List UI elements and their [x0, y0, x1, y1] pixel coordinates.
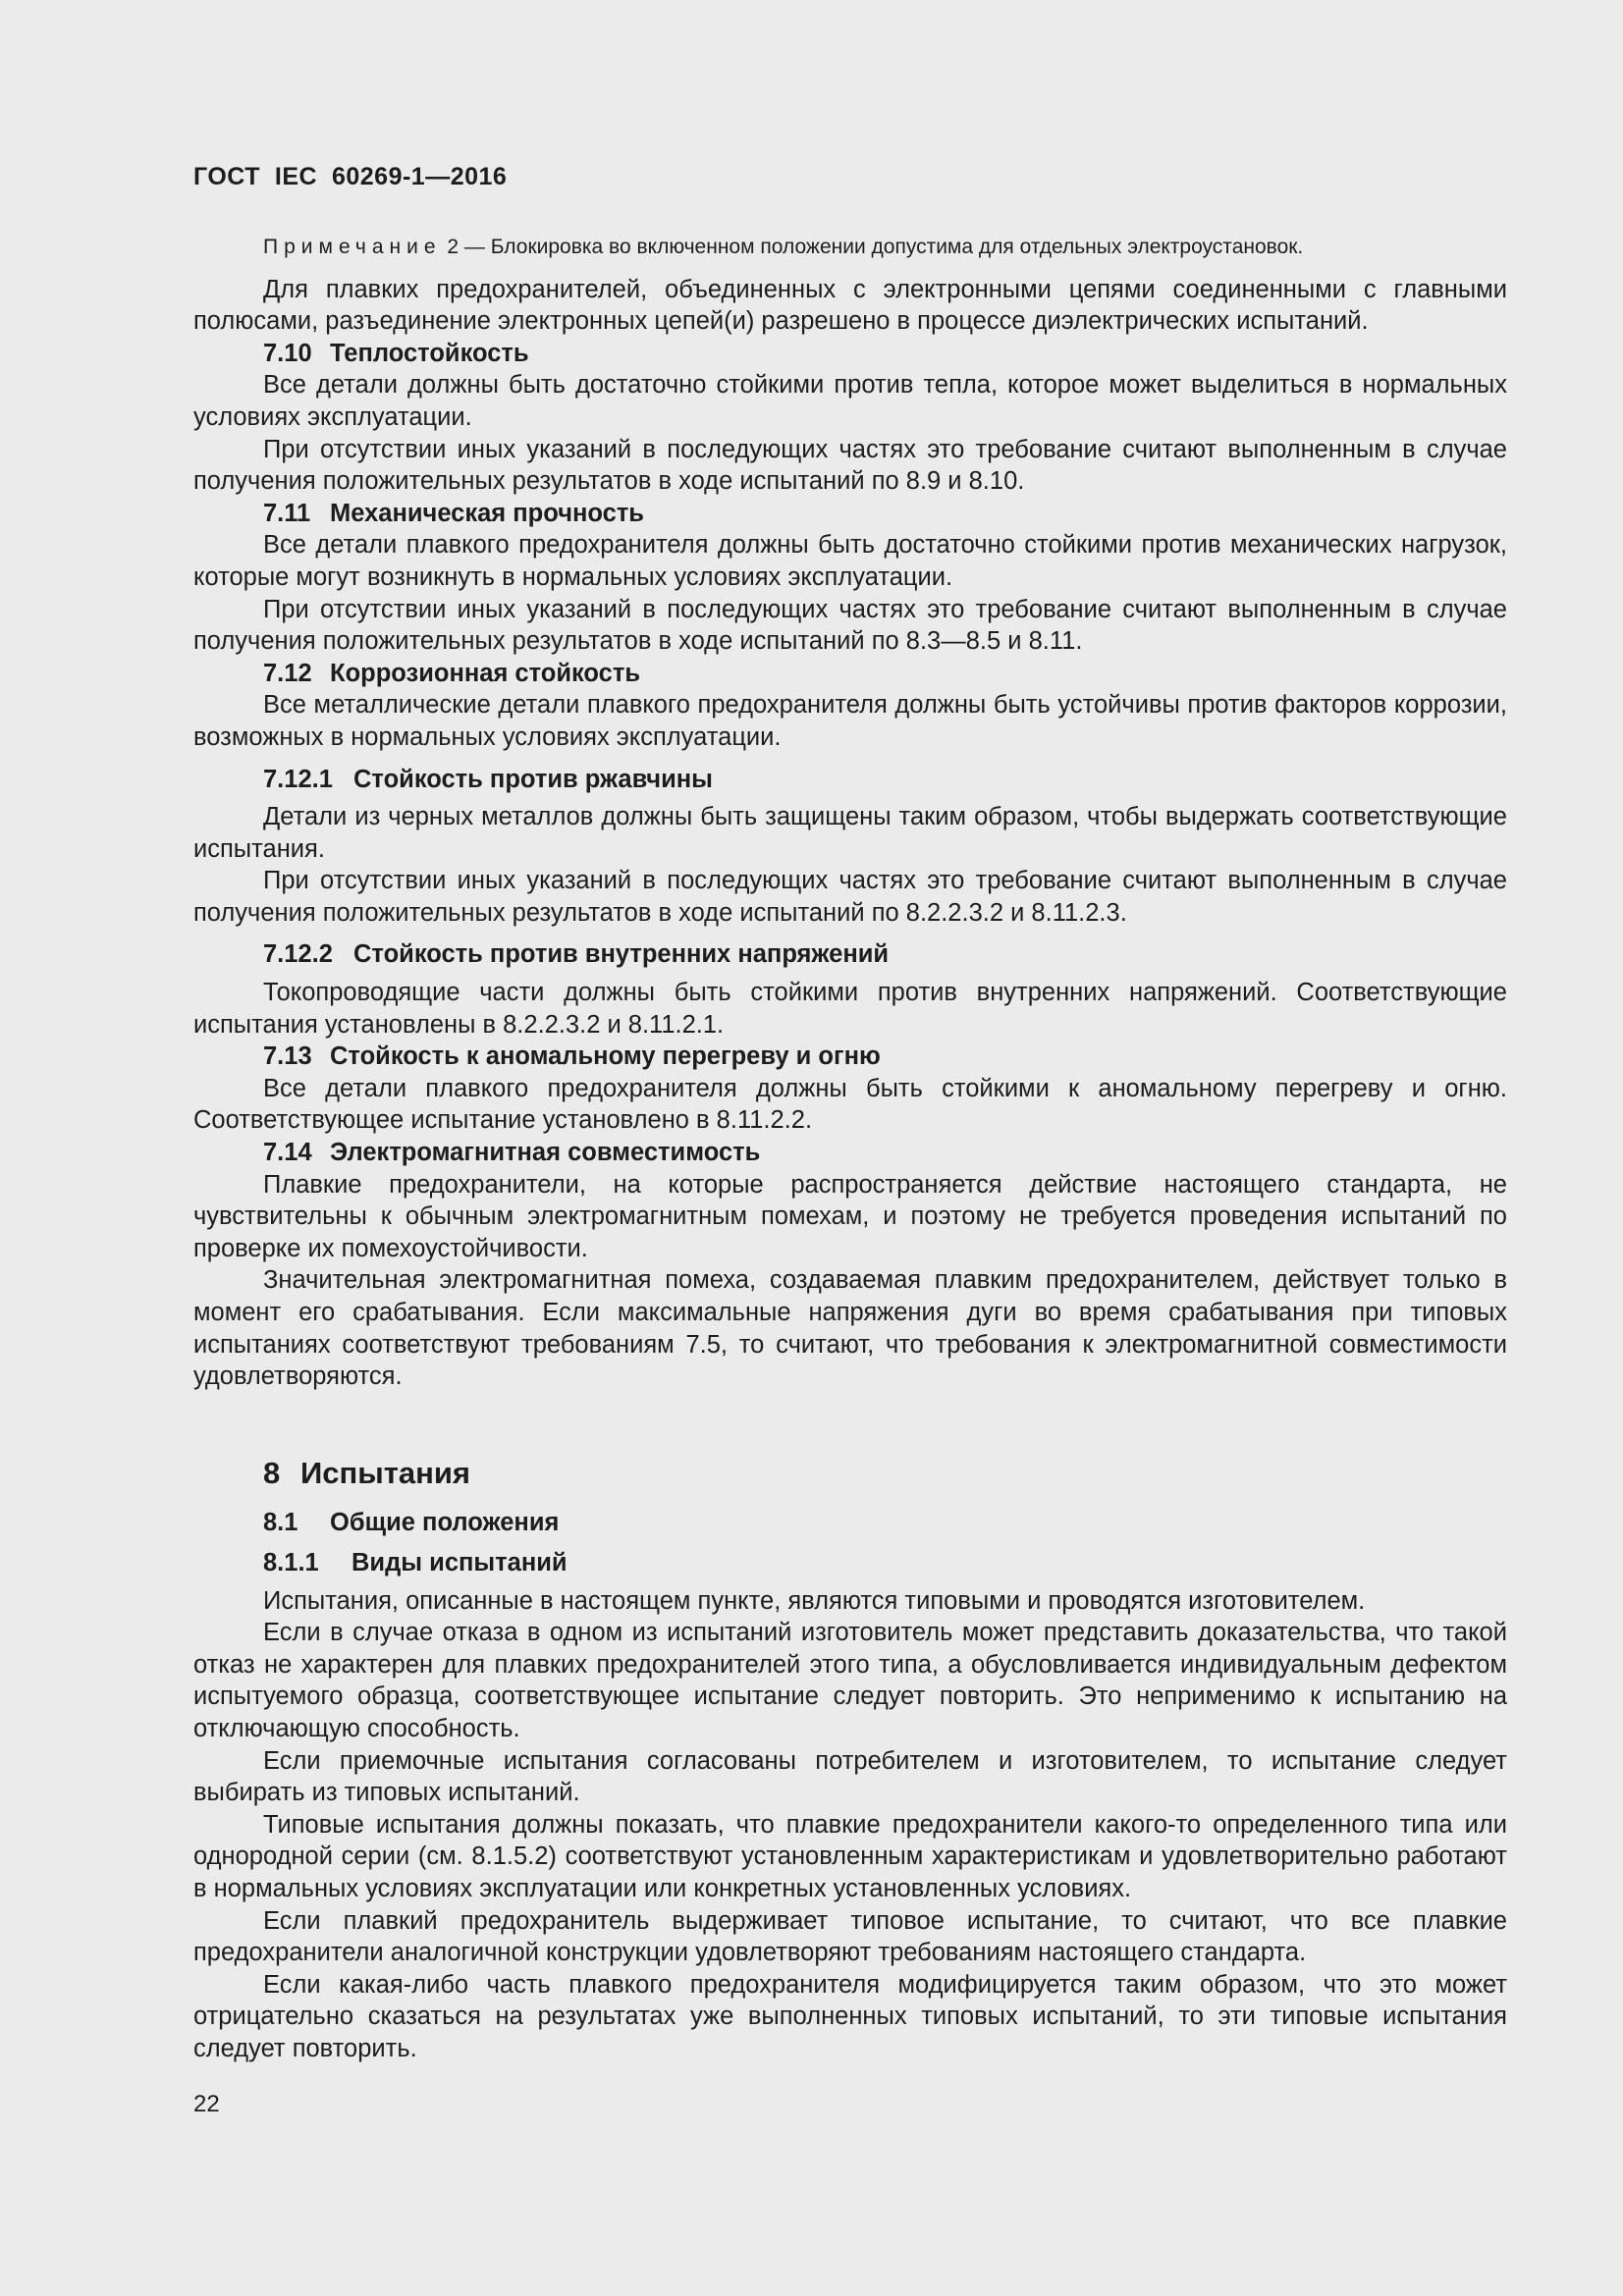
note-text: 2 — Блокировка во включенном положении допустима для отдельных электроустановок. — [441, 236, 1304, 258]
section-number: 7.11 — [263, 499, 311, 527]
paragraph-intro: Для плавких предохранителей, объединенных с электронными цепями соединенными с главными полюсами, разъединение электронных цепей(и) разрешено в процессе диэлектрических испытаний. — [193, 275, 1507, 336]
section-title: Стойкость к аномальному перегреву и огню — [330, 1042, 881, 1071]
section-number: 8.1 — [263, 1509, 298, 1537]
section-heading-7-11 — [263, 498, 1507, 530]
section-heading-8-1 — [263, 1507, 1507, 1539]
paragraph: Все детали должны быть достаточно стойкими против тепла, которое может выделиться в нормальных условиях эксплуатации. — [193, 371, 1507, 431]
paragraph: Типовые испытания должны показать, что плавкие предохранители какого-то определенного типа или однородной серии (см. 8.1.5.2) соответствуют установленным характеристикам и удовлетворительно работают в нормальных условиях эксплуатации или конкретных установленных условиях. — [193, 1810, 1507, 1902]
paragraph: Если плавкий предохранитель выдерживает типовое испытание, то считают, что все плавкие предохранители аналогичной конструкции удовлетворяют требованиям настоящего стандарта. — [193, 1906, 1507, 1967]
section-heading-7-14 — [263, 1137, 1507, 1169]
section-number: 7.10 — [263, 339, 312, 367]
section-title: Общие положения — [330, 1509, 560, 1537]
paragraph: При отсутствии иных указаний в последующих частях это требование считают выполненным в случае получения положительных результатов в ходе испытаний по 8.9 и 8.10. — [193, 435, 1507, 496]
section-heading-7-12-2 — [263, 938, 1507, 971]
note-label: Примечание — [263, 236, 442, 258]
section-number: 7.12 — [263, 659, 312, 687]
section-title: Виды испытаний — [352, 1548, 568, 1576]
page-number: 22 — [193, 2091, 220, 2117]
section-number: 7.13 — [263, 1042, 312, 1071]
section-number: 7.12.1 — [263, 765, 333, 793]
section-title: Коррозионная стойкость — [330, 659, 641, 687]
section-title: Механическая прочность — [330, 499, 644, 527]
paragraph: Плавкие предохранители, на которые распространяется действие настоящего стандарта, не чувствительны к обычным электромагнитным помехам, и поэтому не требуется проведения испытаний по проверке их помехоустойчивости. — [193, 1170, 1507, 1262]
section-heading-7-12-1 — [263, 764, 1507, 796]
section-heading-7-10 — [263, 338, 1507, 370]
paragraph: Значительная электромагнитная помеха, создаваемая плавким предохранителем, действует только в момент его срабатывания. Если максимальные напряжения дуги во время срабатывания при типовых испытаниях соответствуют требованиям 7.5, то считают, что требования к электромагнитной совместимости удовлетворяются. — [193, 1266, 1507, 1391]
chapter-number: 8 — [263, 1455, 281, 1490]
paragraph: Испытания, описанные в настоящем пункте, являются типовыми и проводятся изготовителем. — [263, 1586, 1366, 1615]
paragraph: При отсутствии иных указаний в последующих частях это требование считают выполненным в случае получения положительных результатов в ходе испытаний по 8.2.2.3.2 и 8.11.2.3. — [193, 867, 1507, 927]
section-number: 7.14 — [263, 1139, 312, 1167]
section-title: Теплостойкость — [330, 339, 529, 367]
chapter-title: Испытания — [300, 1455, 471, 1490]
paragraph: Все детали плавкого предохранителя должны быть стойкими к аномальному перегреву и огню. Соответствующее испытание установлено в 8.11.2.2. — [193, 1074, 1507, 1135]
section-title: Стойкость против внутренних напряжений — [353, 940, 890, 969]
paragraph: Если в случае отказа в одном из испытаний изготовитель может представить доказательства, что такой отказ не характерен для плавких предохранителей этого типа, а обусловливается индивидуальным дефектом испытуемого образца, соответствующее испытание следует повторить. Это неприменимо к испытанию на отключающую способность. — [193, 1619, 1507, 1742]
paragraph: Токопроводящие части должны быть стойкими против внутренних напряжений. Соответствующие испытания установлены в 8.2.2.3.2 и 8.11.2.1. — [193, 979, 1507, 1039]
section-heading-7-13 — [263, 1041, 1507, 1073]
note-2 — [193, 232, 1507, 264]
paragraph: Если какая-либо часть плавкого предохранителя модифицируется таким образом, что это может отрицательно сказаться на результатах уже выполненных типовых испытаний, то эти типовые испытания следует повторить. — [193, 1970, 1507, 2062]
section-heading-7-12 — [263, 658, 1507, 690]
paragraph: Все детали плавкого предохранителя должны быть достаточно стойкими против механических нагрузок, которые могут возникнуть в нормальных условиях эксплуатации. — [193, 531, 1507, 591]
section-title: Стойкость против ржавчины — [353, 765, 713, 793]
section-title: Электромагнитная совместимость — [330, 1139, 761, 1167]
document-body — [193, 232, 1507, 2064]
paragraph: Детали из черных металлов должны быть защищены таким образом, чтобы выдержать соответствующие испытания. — [193, 803, 1507, 863]
chapter-heading-8 — [263, 1455, 1507, 1490]
paragraph: Все металлические детали плавкого предохранителя должны быть устойчивы против факторов коррозии, возможных в нормальных условиях эксплуатации. — [193, 691, 1507, 751]
section-heading-8-1-1 — [263, 1547, 1507, 1579]
paragraph: Если приемочные испытания согласованы потребителем и изготовителем, то испытание следует выбирать из типовых испытаний. — [193, 1746, 1507, 1807]
paragraph: При отсутствии иных указаний в последующих частях это требование считают выполненным в случае получения положительных результатов в ходе испытаний по 8.3—8.5 и 8.11. — [193, 595, 1507, 656]
section-number: 7.12.2 — [263, 940, 333, 969]
section-number: 8.1.1 — [263, 1548, 319, 1576]
document-header: ГОСТ IEC 60269-1—2016 — [193, 163, 508, 190]
